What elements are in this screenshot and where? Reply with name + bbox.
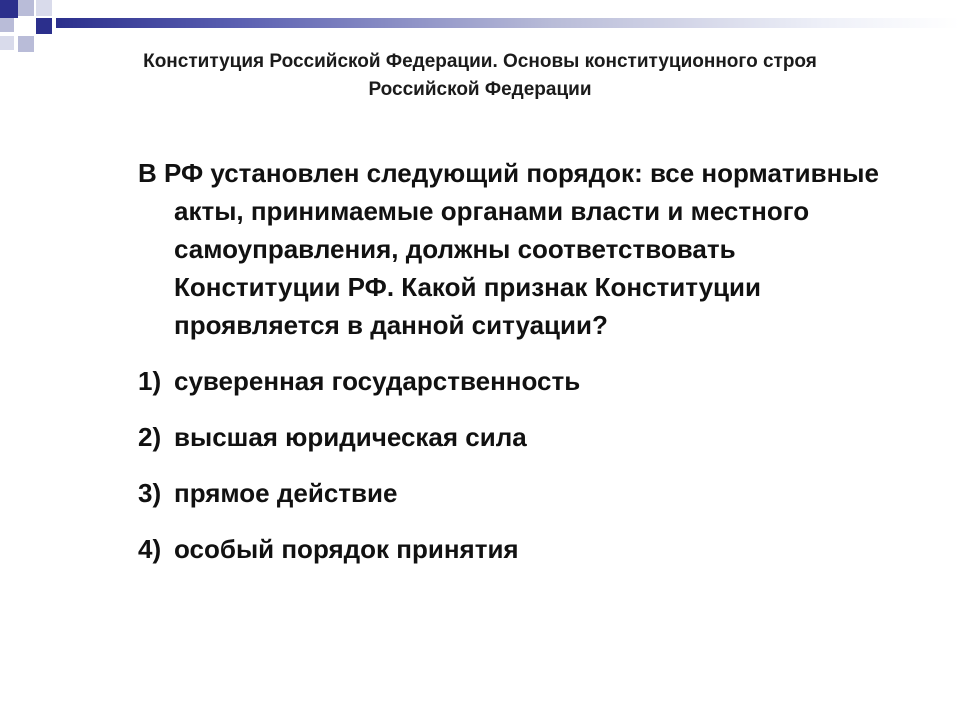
decor-square [18,0,34,16]
decor-square [0,36,14,50]
answer-item [138,474,898,512]
slide-content [138,154,898,586]
answer-number: 3) [138,478,162,508]
slide-title: Конституция Российской Федерации. Основы конституционного строя Российской Федерации [143,51,817,100]
answer-number: 2) [138,422,162,452]
answer-text: особый порядок принятия [174,534,519,564]
question-text: В РФ установлен следующий порядок: все нормативные акты, принимаемые органами власти и местного самоуправления, должны соответствовать Конституции РФ. Какой признак Конституции проявляется в данной ситуации? [138,158,879,340]
answer-text: прямое действие [174,478,398,508]
decor-square [36,18,52,34]
decor-gradient-bar [56,18,960,28]
answer-item [138,530,898,568]
answer-item [138,362,898,400]
decor-square [18,18,32,32]
answer-text: суверенная государственность [174,366,581,396]
decor-square [36,0,52,16]
answer-list [138,362,898,568]
decor-square [0,0,18,18]
answer-text: высшая юридическая сила [174,422,527,452]
decor-square [0,18,14,32]
answer-item [138,418,898,456]
answer-number: 1) [138,366,162,396]
answer-number: 4) [138,534,162,564]
decor-square [18,36,34,52]
